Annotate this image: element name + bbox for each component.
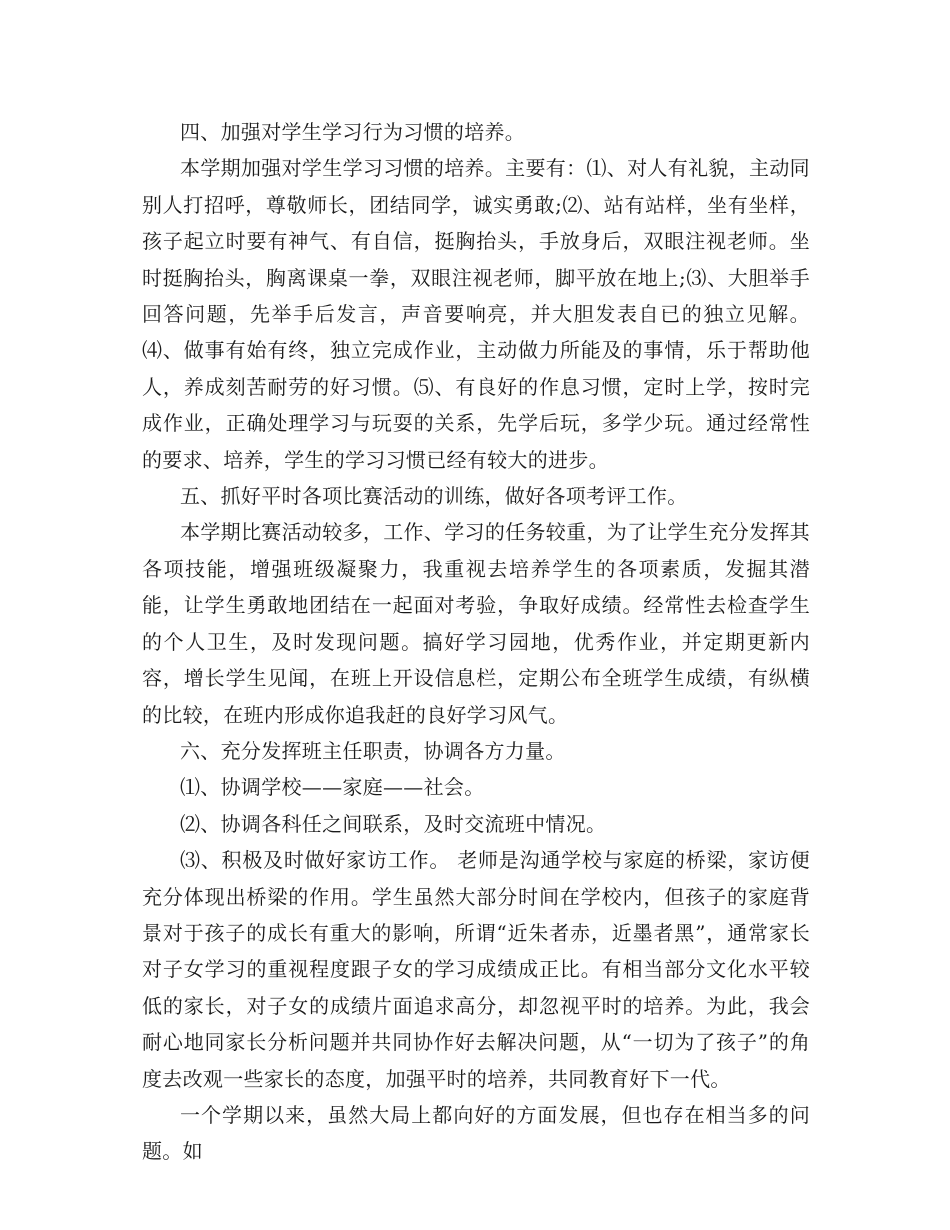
paragraph-summary: 一个学期以来，虽然大局上都向好的方面发展，但也存在相当多的问题。如: [142, 1102, 810, 1164]
heading-six: 六、充分发挥班主任职责，协调各方力量。: [180, 738, 566, 763]
heading-four: 四、加强对学生学习行为习惯的培养。: [180, 120, 526, 144]
document-body: [142, 114, 810, 1170]
paragraph-competitions: 本学期比赛活动较多，工作、学习的任务较重，为了让学生充分发挥其各项技能，增强班级凝聚力，我重视去培养学生的各项素质，发掘其潜能，让学生勇敢地团结在一起面对考验，争取好成绩。经常性去检查学生的个人卫生，及时发现问题。搞好学习园地，优秀作业，并定期更新内容，增长学生见闻，在班上开设信息栏，定期公布全班学生成绩，有纵横的比较，在班内形成你追我赶的良好学习风气。: [142, 520, 810, 727]
heading-five: 五、抓好平时各项比赛活动的训练，做好各项考评工作。: [180, 484, 688, 509]
list-item-coordinate-school: ⑴、协调学校——家庭——社会。: [180, 775, 485, 800]
list-item-coordinate-teachers: ⑵、协调各科任之间联系，及时交流班中情况。: [180, 811, 607, 836]
paragraph-home-visits: ⑶、积极及时做好家访工作。 老师是沟通学校与家庭的桥梁，家访便充分体现出桥梁的作用。学生虽然大部分时间在学校内，但孩子的家庭背景对于孩子的成长有重大的影响，所谓“近朱者赤，近墨者黑”，通常家长对子女学习的重视程度跟子女的学习成绩成正比。有相当部分文化水平较低的家长，对子女的成绩片面追求高分，却忽视平时的培养。为此，我会耐心地同家长分析问题并共同协作好去解决问题，从“一切为了孩子”的角度去改观一些家长的态度，加强平时的培养，共同教育好下一代。: [142, 848, 810, 1091]
paragraph-study-habits: 本学期加强对学生学习习惯的培养。主要有：⑴、对人有礼貌，主动同别人打招呼，尊敬师长，团结同学，诚实勇敢;⑵、站有站样，坐有坐样，孩子起立时要有神气、有自信，挺胸抬头，手放身后，双眼注视老师。坐时挺胸抬头，胸离课桌一拳，双眼注视老师，脚平放在地上;⑶、大胆举手回答问题，先举手后发言，声音要响亮，并大胆发表自已的独立见解。⑷、做事有始有终，独立完成作业，主动做力所能及的事情，乐于帮助他人，养成刻苦耐劳的好习惯。⑸、有良好的作息习惯，定时上学，按时完成作业，正确处理学习与玩耍的关系，先学后玩，多学少玩。通过经常性的要求、培养，学生的学习习惯已经有较大的进步。: [142, 156, 810, 472]
